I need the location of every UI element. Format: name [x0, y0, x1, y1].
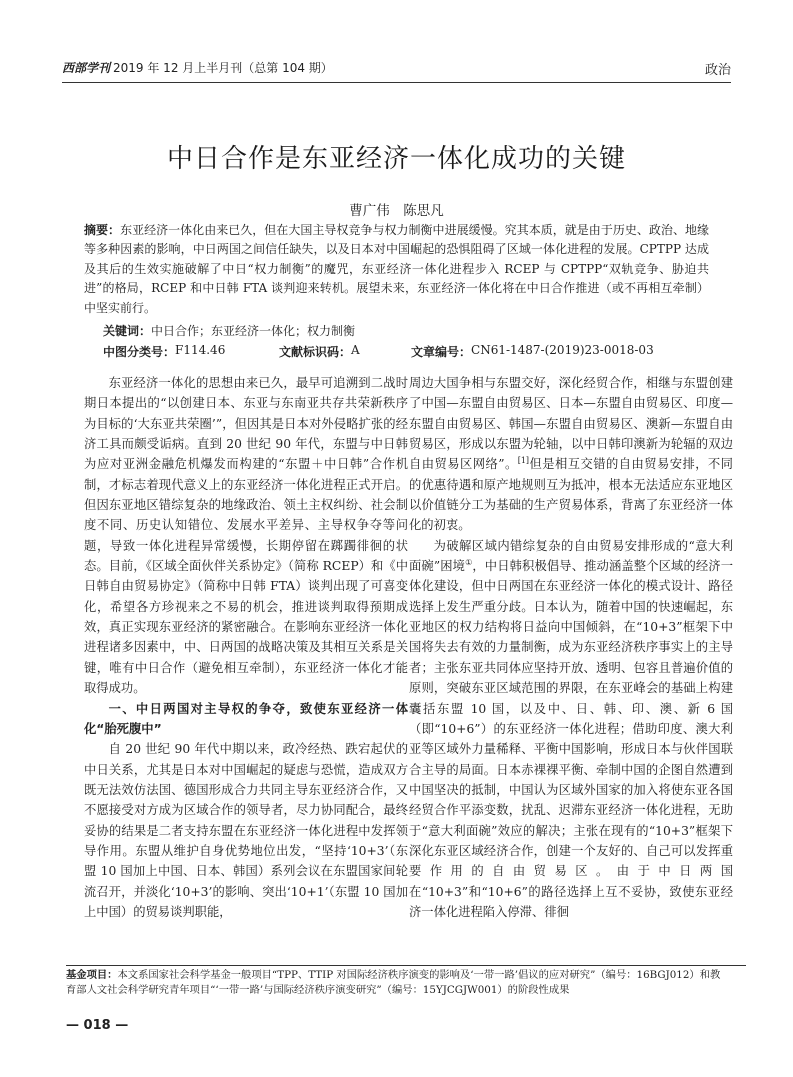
body-column-right: [409, 373, 733, 922]
paragraph-text: 为破解区域内错综复杂的自由贸易安排形成的“意大利面碗”困境: [409, 538, 733, 574]
journal-info: [62, 59, 333, 76]
article-no-field: [411, 343, 654, 360]
paragraph: [409, 536, 733, 923]
section-label: 政治: [704, 63, 731, 78]
doc-code-label: 文献标识码：: [279, 345, 352, 359]
abstract-label: 摘要：: [84, 223, 121, 237]
article-no-value: CN61-1487-(2019)23-0018-03: [471, 343, 654, 357]
paragraph: [409, 373, 733, 536]
article-title: 中日合作是东亚经济一体化成功的关键: [166, 144, 626, 174]
keywords: [103, 322, 355, 339]
body-column-left: [84, 373, 408, 922]
footnote-marker[interactable]: ①: [465, 558, 473, 567]
article-authors: 曹广伟 陈思凡: [349, 203, 444, 219]
page-number: — 018 —: [66, 1018, 129, 1033]
paragraph-text: 但是相互交错的自由贸易安排，不同的优惠待遇和原产地规则互为抵冲，根本无法适应东亚地区以价值链分工为基础的生产贸易体系，背离了东亚经济一体化的初衷。: [409, 457, 733, 533]
doc-code-field: [279, 343, 360, 360]
issue-info: 2019 年 12 月上半月刊（总第 104 期）: [113, 61, 333, 75]
paragraph-text: 周边大国争相与东盟交好，深化经贸合作，相继与东盟创建了中国—东盟自由贸易区、日本—东盟自由贸易区、印度—东盟自由贸易区、韩国—东盟自由贸易区、澳新—东盟自由贸易区，形成以东盟为轮轴，以中日韩印澳新为轮辐的双边自由贸易区网络”。: [409, 376, 733, 472]
section-heading: 一、中日两国对主导权的争夺，致使东亚经济一体化“胎死腹中”: [84, 701, 408, 736]
abstract-text: 东亚经济一体化由来已久，但在大国主导权竞争与权力制衡中进展缓慢。究其本质，就是由于历史、政治、地缘等多种因素的影响，中日两国之间信任缺失，以及日本对中国崛起的恐惧阻碍了区域一体化进程的发展。CPTPP 达成及其后的生效实施破解了中日“权力制衡”的魔咒，东亚经济一体化进程步入 RCEP 与 CPTPP“双轨竞争、胁迫共进”的格局，RCEP 和中日韩 FTA 谈判迎来转机。展望未来，东亚经济一体化将在中日合作推进（或不再相互牵制）中坚实前行。: [84, 223, 709, 315]
paragraph-text: ，中日韩积极倡导、推动涵盖整个区域的经济一体化建设，但中日两国在东亚经济一体化的模式设计、路径选择上发生严重分歧。日本认为，随着中国的快速崛起，东亚地区的权力结构将日益向中国倾斜，在“10+3”框架下中国将失去有效的力量制衡，成为东亚经济秩序事实上的主导者；主张东亚共同体应坚持开放、透明、包容且普遍价值的原则，突破东亚区域范围的界限，在东亚峰会的基础上构建囊括东盟 10 国，以及中、日、韩、印、澳、新 6 国（即“10+6”）的东亚经济一体化进程；借助印度、澳大利亚等区域外力量稀释、平衡中国影响，形成日本与伙伴国联合主导的局面。日本赤裸裸平衡、牵制中国的企图自然遭到中国坚决的抵制，中国认为区域外国家的加入将使东亚各国经贸合作平添变数，扰乱、迟滞东亚经济一体化进程，无助于“意大利面碗”效应的解决；主张在现有的“10+3”框架下深化东亚区域经济合作，创建一个友好的、自己可以发挥重要作用的自由贸易区。由于中日两国在“10+3”和“10+6”的路径选择上互不妥协，致使东亚经济一体化进程陷入停滞、徘徊: [409, 559, 733, 919]
doc-code-value: A: [351, 343, 360, 357]
running-header: [62, 55, 731, 79]
funding-footnote: [66, 968, 727, 997]
clc-field: [103, 343, 226, 360]
paragraph: 自 20 世纪 90 年代中期以来，政冷经热、跌宕起伏的中日关系，尤其是日本对中国崛起的疑虑与恐慌，造成双方既无法效仿法国、德国形成合力共同主导东亚经济合作，又不愿接受对方成为区域合作的领导者，尽力协同配合，最终妥协的结果是二者支持东盟在东亚经济一体化进程中发挥领导作用。东盟从维护自身优势地位出发，“坚持‘10+3’（东盟 10 国加上中国、日本、韩国）系列会议在东盟国家间轮流召开，并淡化‘10+3’的影响、突出‘10+1’（东盟 10 国加上中国）的贸易谈判职能，: [84, 742, 408, 919]
journal-logo: 西部学刊: [62, 61, 111, 75]
clc-label: 中图分类号：: [103, 345, 176, 359]
classification-line: [103, 343, 709, 359]
reference-marker[interactable]: [1]: [517, 456, 530, 466]
footnote-rule: [66, 965, 746, 966]
keywords-label: 关键词：: [103, 324, 152, 338]
abstract: [84, 221, 709, 318]
paragraph: 东亚经济一体化的思想由来已久，最早可追溯到二战时期日本提出的“以创建日本、东亚与东南亚共存共荣新秩序为目标的‘大东亚共荣圈’”，但因其是日本对外侵略扩张的经济工具而颇受诟病。直到 20 世纪 90 年代，东盟与中日韩为应对亚洲金融危机爆发而构建的“东盟＋中日韩”合作机制，才标志着现代意义上的东亚经济一体化进程正式开启。但因东亚地区错综复杂的地缘政治、领土主权纠纷、社会制度不同、历史认知错位、发展水平差异、主导权争夺等问题，导致一体化进程异常缓慢，长期停留在踯躅徘徊的状态。目前，《区域全面伙伴关系协定》（简称 RCEP）和《中日韩自由贸易协定》（简称中日韩 FTA）谈判出现了可喜变化，希望各方珍视来之不易的机会，推进谈判取得预期成效，真正实现东亚经济的紧密融合。在影响东亚经济一体化进程诸多因素中，中、日两国的战略决策及其相互关系是关键，唯有中日合作（避免相互牵制），东亚经济一体化才能取得成功。: [84, 376, 408, 696]
clc-value: F114.46: [175, 343, 226, 357]
footnote-label: 基金项目：: [66, 969, 118, 981]
keywords-text: 中日合作；东亚经济一体化；权力制衡: [151, 324, 356, 338]
article-no-label: 文章编号：: [411, 345, 472, 359]
header-rule: [62, 82, 731, 83]
footnote-text: 本文系国家社会科学基金一般项目“TPP、TTIP 对国际经济秩序演变的影响及‘一带一路’倡议的应对研究”（编号：16BGJ012）和教育部人文社会科学研究青年项目“‘一带一路’与国际经济秩序演变研究”（编号：15YJCGJW001）的阶段性成果: [66, 969, 721, 996]
